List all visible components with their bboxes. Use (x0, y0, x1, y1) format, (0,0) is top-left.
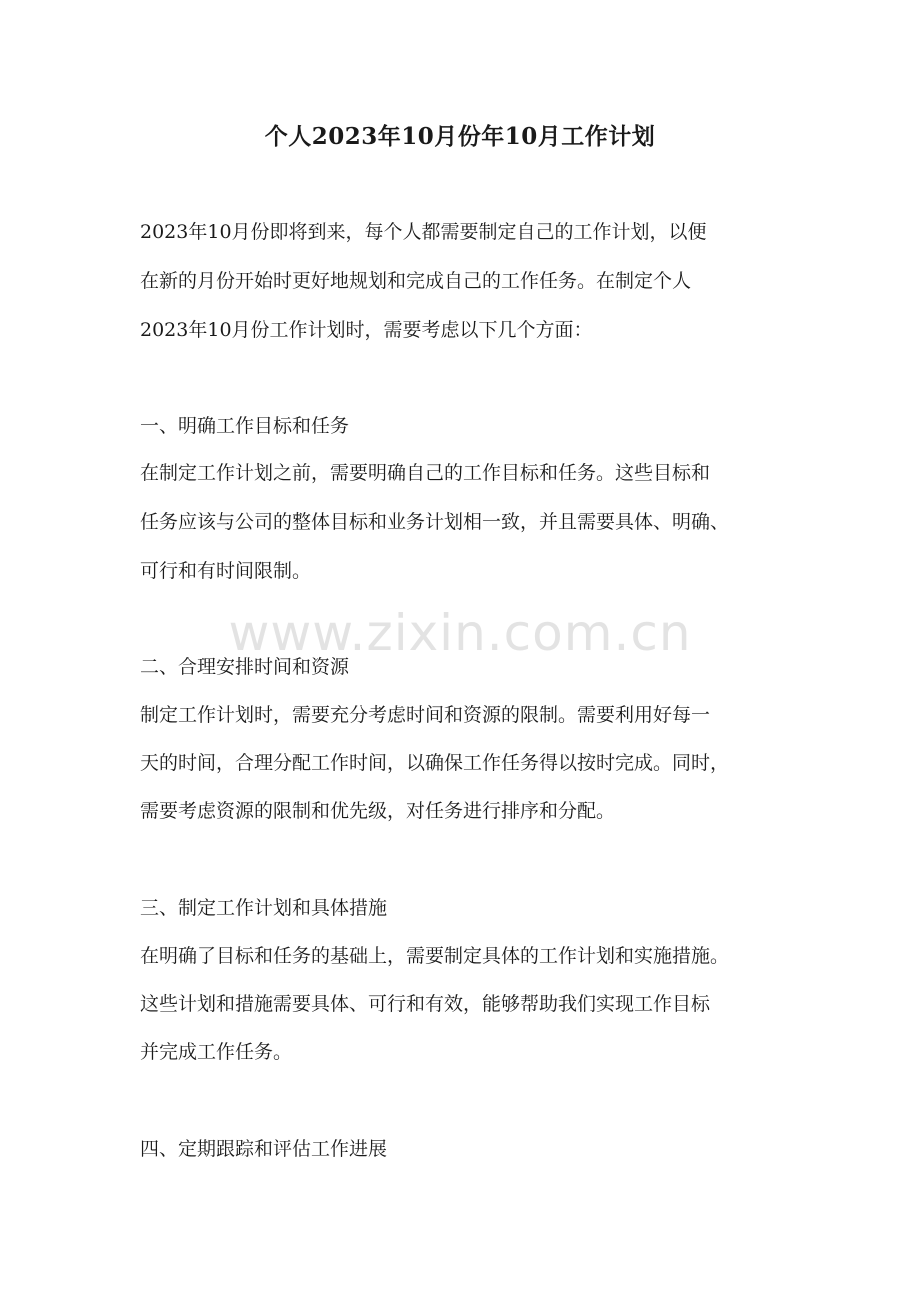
section-heading-1: 一、明确工作目标和任务 (140, 415, 350, 437)
intro-line: 2023年10月份工作计划时，需要考虑以下几个方面： (140, 319, 593, 341)
section-heading-4: 四、定期跟踪和评估工作进展 (140, 1138, 388, 1160)
document-title: 个人2023年10月份年10月工作计划 (264, 123, 656, 150)
section-2-line: 制定工作计划时，需要充分考虑时间和资源的限制。需要利用好每一 (140, 704, 711, 726)
intro-line: 2023年10月份即将到来，每个人都需要制定自己的工作计划，以便 (140, 221, 707, 243)
section-3-line: 并完成工作任务。 (140, 1041, 293, 1063)
section-1-line: 在制定工作计划之前，需要明确自己的工作目标和任务。这些目标和 (140, 462, 711, 484)
section-heading-2: 二、合理安排时间和资源 (140, 656, 350, 678)
section-2-line: 需要考虑资源的限制和优先级，对任务进行排序和分配。 (140, 800, 616, 822)
watermark-text: www.zixin.com.cn (228, 604, 692, 662)
section-1-line: 任务应该与公司的整体目标和业务计划相一致，并且需要具体、明确、 (140, 511, 730, 533)
section-3-line: 在明确了目标和任务的基础上，需要制定具体的工作计划和实施措施。 (140, 945, 730, 967)
section-3-line: 这些计划和措施需要具体、可行和有效，能够帮助我们实现工作目标 (140, 993, 711, 1015)
section-heading-3: 三、制定工作计划和具体措施 (140, 897, 388, 919)
section-1-line: 可行和有时间限制。 (140, 560, 312, 582)
section-2-line: 天的时间，合理分配工作时间，以确保工作任务得以按时完成。同时， (140, 752, 730, 774)
intro-line: 在新的月份开始时更好地规划和完成自己的工作任务。在制定个人 (140, 270, 692, 292)
